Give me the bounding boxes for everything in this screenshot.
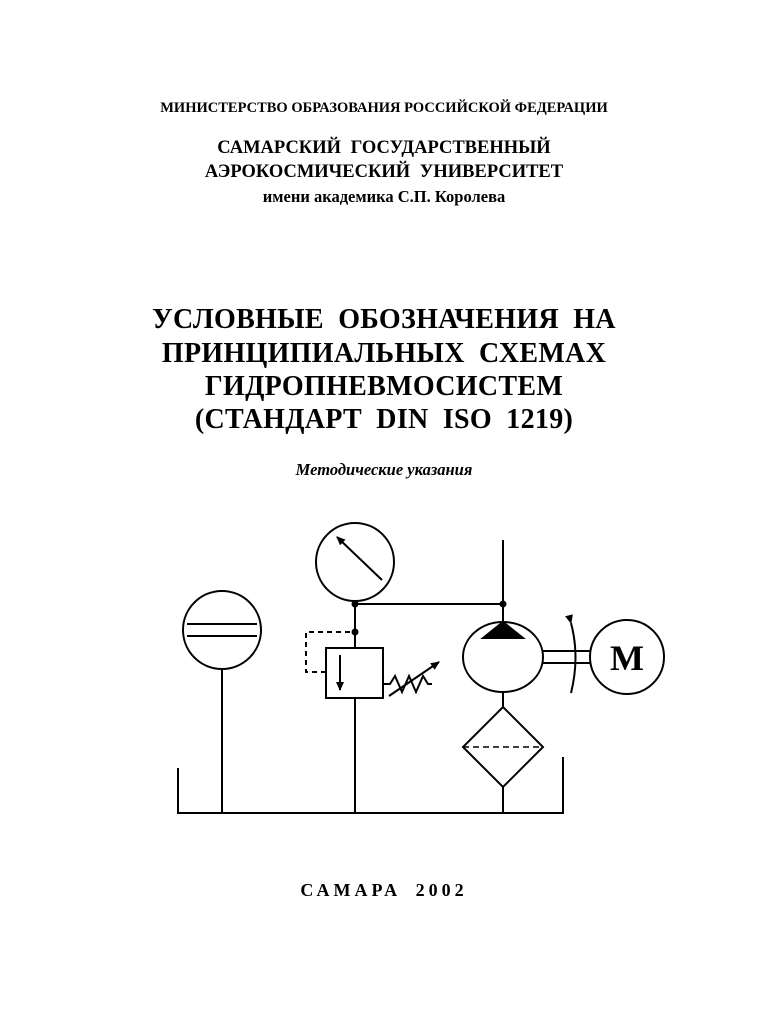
level-indicator-icon: [183, 591, 261, 813]
university-name-line1: САМАРСКИЙ ГОСУДАРСТВЕННЫЙ: [217, 138, 551, 158]
subtitle: Методические указания: [295, 460, 473, 479]
title-line2: ПРИНЦИПИАЛЬНЫХ СХЕМАХ: [161, 338, 607, 369]
city-year: САМАРА 2002: [300, 880, 468, 900]
pump-icon: [463, 622, 543, 707]
university-name-line3: имени академика С.П. Королева: [262, 187, 506, 206]
title-line1: УСЛОВНЫЕ ОБОЗНАЧЕНИЯ НА: [152, 304, 616, 335]
title-line3: ГИДРОПНЕВМОСИСТЕМ: [204, 371, 564, 402]
university-name-line2: АЭРОКОСМИЧЕСКИЙ УНИВЕРСИТЕТ: [204, 162, 564, 182]
adjustable-spring-icon: [383, 662, 439, 696]
junction-dots: [352, 601, 507, 636]
filter-icon: [463, 707, 543, 813]
ministry-line: МИНИСТЕРСТВО ОБРАЗОВАНИЯ РОССИЙСКОЙ ФЕДЕРАЦИИ: [160, 100, 608, 116]
title-line4: (СТАНДАРТ DIN ISO 1219): [194, 404, 574, 435]
relief-valve-icon: [306, 632, 383, 813]
motor-label: M: [610, 638, 644, 678]
drive-shaft-icon: [543, 623, 590, 693]
